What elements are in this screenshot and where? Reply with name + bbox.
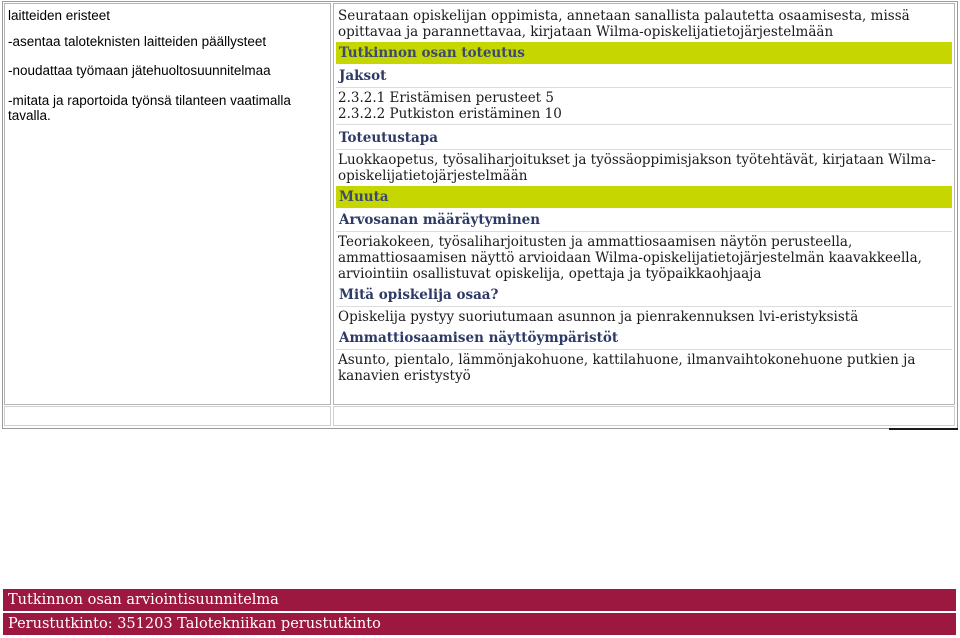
goal-line: laitteiden eristeet xyxy=(8,8,111,23)
toteutustapa-text: Luokkaopetus, työsaliharjoitukset ja työssäoppimisjakson työtehtävät, kirjataan Wilma-opiskelijatietojärjestelmään xyxy=(338,152,936,184)
footer-title-bar: Tutkinnon osan arviointisuunnitelma xyxy=(3,589,956,611)
arvosanan-heading: Arvosanan määräytyminen xyxy=(336,209,952,232)
mita-heading: Mitä opiskelija osaa? xyxy=(336,284,952,307)
jakso-item: 2.3.2.1 Eristämisen perusteet 5 xyxy=(338,90,554,106)
ymparisto-heading: Ammattiosaamisen näyttöympäristöt xyxy=(336,327,952,350)
goal-line: -noudattaa työmaan jätehuoltosuunnitelmaa xyxy=(8,63,271,78)
divider xyxy=(889,428,958,430)
goal-line: -asentaa taloteknisten laitteiden päällysteet xyxy=(8,34,267,49)
learning-goals-cell xyxy=(4,3,331,405)
arvosanan-text: Teoriakokeen, työsaliharjoitusten ja ammattiosaamisen näytön perusteella, ammattiosaamisen näyttö arvioidaan Wilma-opiskelijatietojärjestelmän kaavakkeella, arviointiin osallistuvat opiskelija, opettaja ja työpaikkaohjaaja xyxy=(338,234,922,282)
mita-text: Opiskelija pystyy suoriutumaan asunnon ja pienrakennuksen lvi-eristyksistä xyxy=(338,309,859,325)
intro-text: Seurataan opiskelijan oppimista, annetaan sanallista palautetta osaamisesta, missä opittavaa ja parannettavaa, kirjataan Wilma-opiskelijatietojärjestelmään xyxy=(338,8,910,40)
footer-degree-bar: Perustutkinto: 351203 Talotekniikan perustutkinto xyxy=(3,613,956,635)
jaksot-heading: Jaksot xyxy=(336,65,952,88)
ymparisto-text: Asunto, pientalo, lämmönjakohuone, kattilahuone, ilmanvaihtokonehuone putkien ja kanavien eristystyö xyxy=(338,352,916,384)
empty-cell xyxy=(333,406,955,426)
section-bar-muuta: Muuta xyxy=(336,186,952,208)
toteutustapa-heading: Toteutustapa xyxy=(336,127,952,150)
section-bar-toteutus: Tutkinnon osan toteutus xyxy=(336,42,952,64)
jakso-item: 2.3.2.2 Putkiston eristäminen 10 xyxy=(338,106,562,122)
goal-line: -mitata ja raportoida työnsä tilanteen vaatimalla tavalla. xyxy=(8,93,291,123)
empty-cell xyxy=(4,406,331,426)
assessment-cell xyxy=(333,3,955,405)
